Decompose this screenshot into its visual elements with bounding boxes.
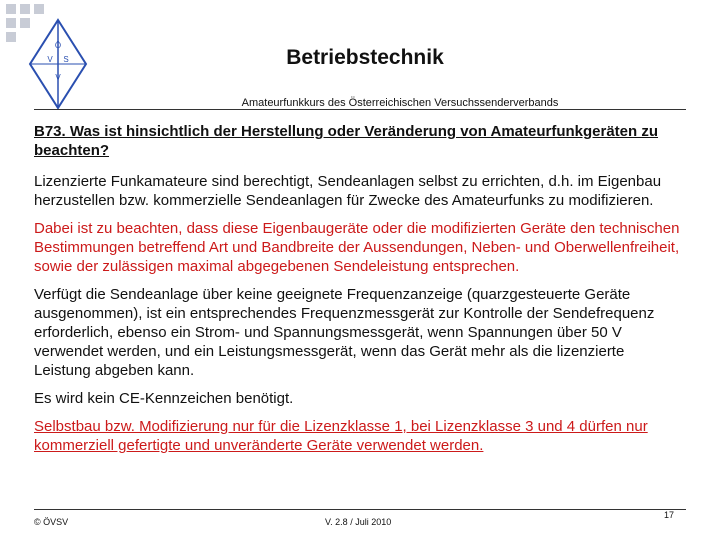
page-title: Betriebstechnik [286,46,444,69]
paragraph-measuring-equipment: Verfügt die Sendeanlage über keine geeignete Frequenzanzeige (quarzgesteuerte Geräte ausgenommen), ist ein entsprechendes Frequenzmessgerät zur Kontrolle der Sendefrequenz erforderlich, ebenso ein Strom- und Spannungsmessgerät, wenn Spannungen über 50 V verwendet werden, und ein Leistungsmessgerät, wenn das Gerät mehr als die lizenzierte Leistung abgeben kann. [34,286,655,379]
svg-text:S: S [63,55,69,64]
footer-divider [34,509,686,510]
footer-version: V. 2.8 / Juli 2010 [325,517,392,527]
question-heading: B73. Was ist hinsichtlich der Herstellung oder Veränderung von Amateurfunkgeräten zu beachten? [34,123,659,159]
oevsv-logo [28,18,88,110]
paragraph-technical-requirements: Dabei ist zu beachten, dass diese Eigenbaugeräte oder die modifizierten Geräte den technischen Bestimmungen betreffend Art und Bandbreite der Aussendungen, Neben- und Oberwellenfreiheit, sowie der zulässigen maximal abgegebenen Sendeleistung entsprechen. [34,220,680,275]
svg-text:V: V [55,73,61,82]
footer-copyright: © ÖVSV [34,517,69,527]
paragraph-ce-mark: Es wird kein CE-Kennzeichen benötigt. [34,390,294,407]
paragraph-permission: Lizenzierte Funkamateure sind berechtigt, Sendeanlagen selbst zu errichten, d.h. im Eigenbau herzustellen bzw. kommerzielle Sendeanlagen für Zwecke des Amateurfunks zu modifizieren. [34,173,662,209]
page-subtitle: Amateurfunkkurs des Österreichischen Versuchssenderverbands [241,97,559,109]
slide-content [34,122,684,464]
page-number: 17 [664,510,675,520]
svg-text:Ö: Ö [54,41,62,50]
svg-text:V: V [47,55,53,64]
paragraph-license-class-note: Selbstbau bzw. Modifizierung nur für die Lizenzklasse 1, bei Lizenzklasse 3 und 4 dürfen nur kommerziell gefertigte und unveränderte Geräte verwendet werden. [34,418,648,454]
header-divider [34,109,686,110]
